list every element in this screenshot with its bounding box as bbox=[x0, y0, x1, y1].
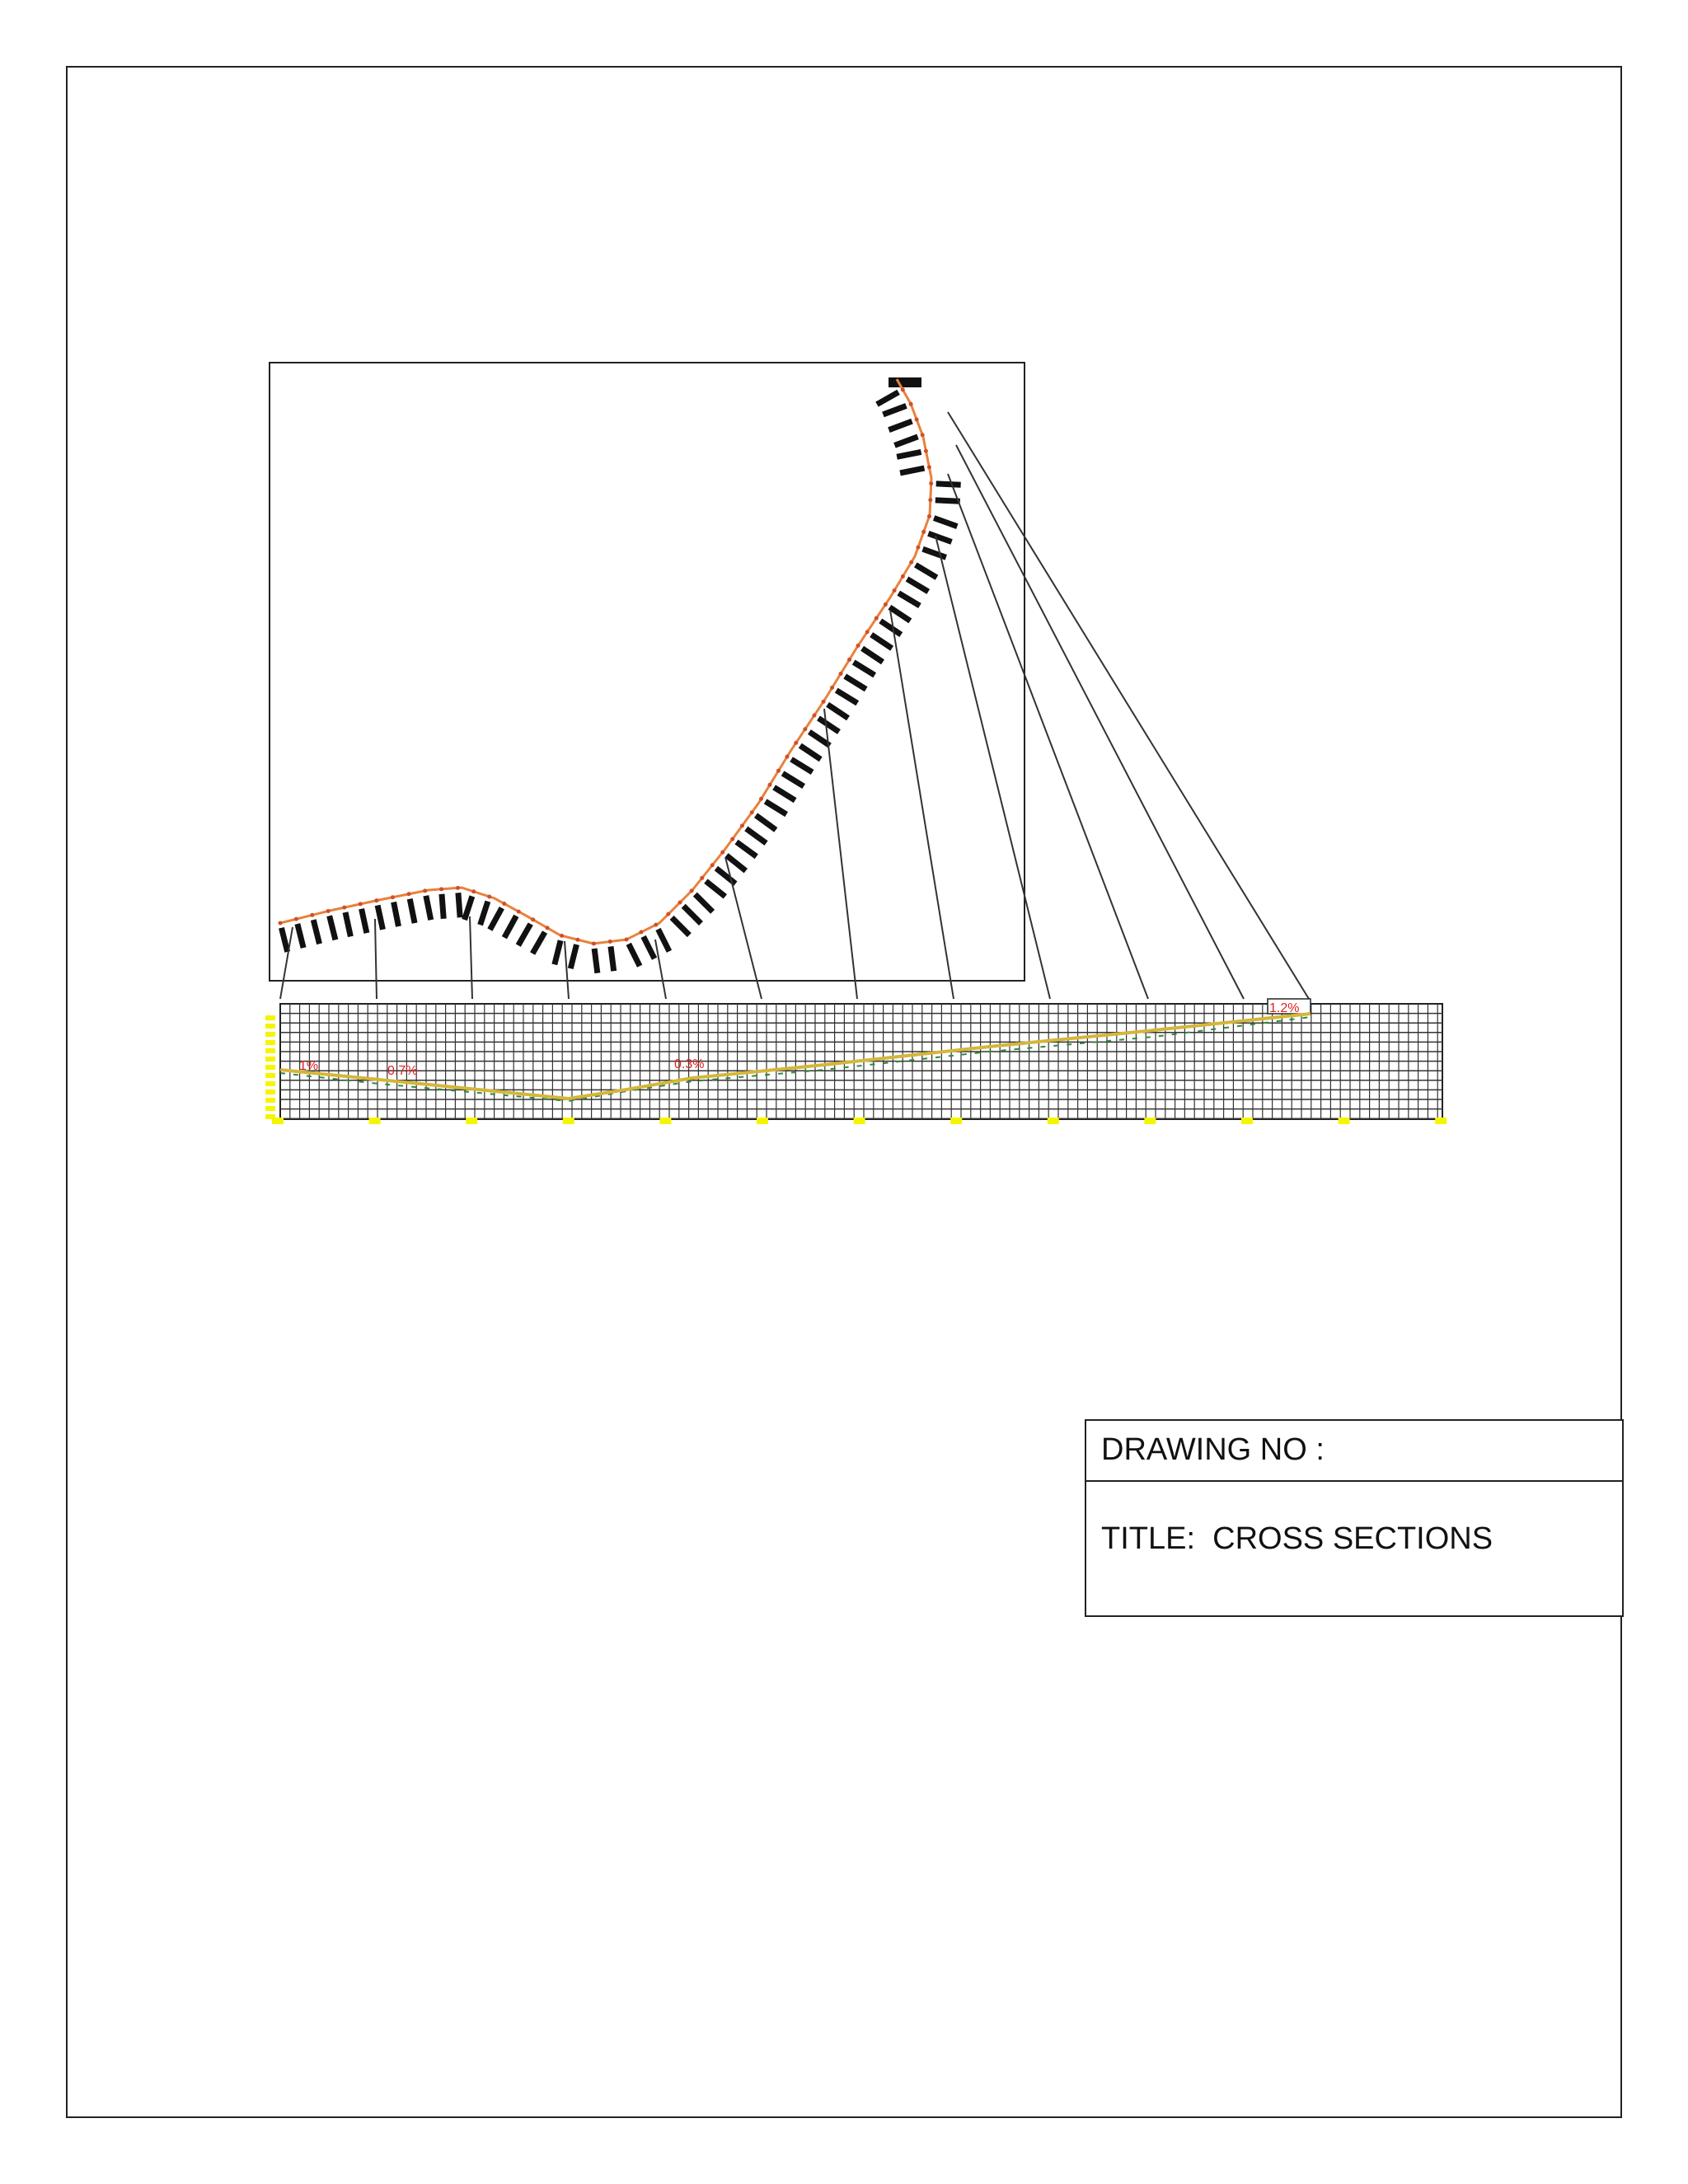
section-tick bbox=[783, 773, 804, 786]
station-dot bbox=[893, 588, 897, 593]
station-marker bbox=[369, 1118, 381, 1124]
elevation-marker bbox=[265, 1057, 275, 1062]
station-marker bbox=[466, 1118, 477, 1124]
section-tick bbox=[923, 549, 946, 557]
leader-line bbox=[655, 940, 666, 999]
section-tick bbox=[871, 635, 892, 649]
station-dot bbox=[487, 894, 491, 898]
station-dot bbox=[759, 797, 763, 801]
section-tick bbox=[766, 801, 787, 814]
station-marker bbox=[1144, 1118, 1156, 1124]
station-dot bbox=[928, 498, 932, 502]
station-dot bbox=[865, 630, 870, 634]
station-dot bbox=[901, 574, 905, 579]
section-leader-lines bbox=[280, 412, 1309, 999]
station-dot bbox=[374, 898, 378, 902]
section-tick bbox=[442, 894, 443, 919]
station-marker bbox=[563, 1118, 574, 1124]
section-tick bbox=[862, 649, 883, 663]
section-tick bbox=[345, 912, 350, 936]
section-tick bbox=[889, 421, 912, 430]
slope-label: 0.3% bbox=[674, 1057, 705, 1071]
station-dot bbox=[326, 909, 331, 913]
section-tick bbox=[298, 924, 303, 948]
station-dot bbox=[830, 686, 834, 690]
station-dot bbox=[776, 769, 781, 773]
station-dot bbox=[608, 940, 612, 944]
section-tick bbox=[726, 855, 745, 871]
leader-line bbox=[935, 536, 1050, 999]
station-dot bbox=[884, 602, 888, 607]
section-tick bbox=[659, 929, 669, 951]
section-tick bbox=[854, 662, 875, 675]
section-tick bbox=[281, 928, 287, 952]
section-tick bbox=[837, 691, 858, 704]
station-dot bbox=[921, 433, 925, 437]
station-dot bbox=[794, 741, 798, 745]
section-tick bbox=[532, 932, 545, 954]
station-dot bbox=[391, 895, 395, 899]
section-tick bbox=[672, 917, 689, 935]
section-tick bbox=[791, 759, 813, 772]
section-tick bbox=[570, 944, 576, 968]
section-tick bbox=[845, 677, 866, 690]
station-dot bbox=[279, 921, 283, 926]
title-block bbox=[1085, 1419, 1624, 1617]
station-dot bbox=[359, 902, 363, 906]
station-dot bbox=[916, 546, 920, 550]
leader-line bbox=[956, 445, 1244, 999]
station-dot bbox=[927, 465, 931, 469]
station-dot bbox=[678, 901, 682, 905]
station-dot bbox=[639, 930, 643, 935]
section-tick bbox=[889, 607, 910, 621]
section-tick bbox=[594, 949, 598, 973]
section-tick bbox=[880, 621, 901, 635]
section-tick bbox=[934, 518, 957, 527]
section-tick bbox=[818, 718, 839, 732]
leader-line bbox=[948, 412, 1309, 999]
leader-line bbox=[890, 610, 954, 999]
station-dot bbox=[654, 923, 658, 927]
leader-line bbox=[565, 941, 569, 999]
station-dot bbox=[856, 644, 860, 648]
alignment-centerline bbox=[280, 379, 931, 944]
station-dot bbox=[915, 418, 919, 422]
station-dot bbox=[720, 851, 724, 855]
station-dot bbox=[740, 823, 744, 827]
station-marker bbox=[757, 1118, 768, 1124]
station-marker bbox=[1048, 1118, 1059, 1124]
station-dot bbox=[592, 941, 596, 945]
section-tick bbox=[706, 881, 724, 897]
section-tick bbox=[756, 815, 776, 830]
section-tick bbox=[737, 842, 757, 857]
section-tick bbox=[898, 593, 920, 606]
section-tick bbox=[897, 452, 921, 457]
slope-label: 1% bbox=[299, 1059, 319, 1073]
section-tick bbox=[611, 946, 614, 971]
section-tick bbox=[362, 909, 367, 933]
station-dot bbox=[921, 530, 926, 534]
station-dot bbox=[471, 889, 476, 893]
section-tick bbox=[629, 944, 640, 966]
elevation-marker bbox=[265, 1073, 275, 1078]
station-dot bbox=[456, 886, 460, 890]
section-tick bbox=[928, 533, 951, 541]
station-dot bbox=[517, 910, 521, 914]
section-tick bbox=[936, 484, 961, 485]
station-dot bbox=[690, 888, 694, 893]
station-marker bbox=[1435, 1118, 1447, 1124]
section-tick bbox=[555, 940, 560, 964]
station-dot bbox=[560, 934, 564, 938]
station-dot bbox=[847, 658, 851, 662]
section-tick bbox=[935, 500, 960, 501]
station-dot bbox=[927, 514, 931, 518]
station-dot bbox=[874, 616, 879, 621]
section-tick bbox=[900, 468, 924, 473]
section-tick bbox=[644, 936, 654, 958]
station-dot bbox=[750, 810, 754, 814]
elevation-marker bbox=[265, 1106, 275, 1111]
section-tick bbox=[377, 906, 382, 930]
station-dot bbox=[546, 926, 550, 930]
station-marker bbox=[659, 1118, 671, 1124]
station-dot bbox=[803, 727, 807, 731]
station-dot bbox=[822, 700, 826, 704]
elevation-marker bbox=[265, 1024, 275, 1029]
station-dot bbox=[901, 387, 905, 391]
station-dot bbox=[730, 837, 734, 841]
section-tick bbox=[313, 920, 319, 944]
elevation-marker bbox=[265, 1048, 275, 1053]
section-tick bbox=[800, 746, 821, 760]
elevation-marker bbox=[265, 1040, 275, 1045]
drawing-no-label: DRAWING NO : bbox=[1101, 1432, 1325, 1467]
station-dot bbox=[909, 560, 913, 565]
station-dot bbox=[575, 938, 579, 942]
section-tick bbox=[883, 405, 906, 415]
drawing-title: TITLE: CROSS SECTIONS bbox=[1101, 1521, 1493, 1556]
end-block bbox=[889, 377, 921, 387]
section-tick-marks bbox=[281, 377, 960, 973]
section-tick bbox=[458, 893, 460, 917]
section-tick bbox=[894, 437, 917, 446]
station-dot bbox=[812, 714, 816, 718]
section-tick bbox=[774, 787, 795, 800]
elevation-marker bbox=[265, 1098, 275, 1103]
section-tick bbox=[518, 924, 531, 945]
slope-label: 0.7% bbox=[387, 1064, 418, 1078]
section-tick bbox=[828, 705, 848, 719]
station-dot bbox=[768, 783, 772, 787]
section-tick bbox=[410, 899, 415, 923]
station-dot bbox=[929, 481, 933, 485]
leader-line bbox=[470, 916, 472, 999]
leader-line bbox=[824, 709, 857, 999]
section-tick bbox=[716, 868, 735, 883]
leader-line bbox=[375, 919, 377, 999]
station-marker bbox=[854, 1118, 865, 1124]
section-tick bbox=[490, 908, 501, 930]
station-dot bbox=[531, 917, 535, 921]
leader-line bbox=[948, 474, 1148, 999]
section-tick bbox=[907, 579, 929, 591]
station-marker bbox=[1339, 1118, 1350, 1124]
station-dot bbox=[294, 917, 298, 921]
station-dot bbox=[785, 755, 789, 759]
station-dot bbox=[666, 912, 670, 916]
station-dot bbox=[625, 937, 629, 941]
elevation-marker bbox=[265, 1081, 275, 1086]
station-dot bbox=[423, 888, 427, 893]
section-tick bbox=[426, 896, 431, 920]
elevation-markers bbox=[265, 1015, 275, 1119]
station-dot bbox=[700, 876, 704, 880]
elevation-marker bbox=[265, 1114, 275, 1119]
section-tick bbox=[695, 894, 712, 912]
section-tick bbox=[465, 896, 472, 920]
elevation-marker bbox=[265, 1032, 275, 1037]
elevation-marker bbox=[265, 1090, 275, 1094]
station-dot bbox=[342, 906, 346, 910]
section-tick bbox=[504, 916, 516, 937]
leader-line bbox=[725, 857, 762, 999]
station-marker bbox=[950, 1118, 962, 1124]
station-dot bbox=[502, 902, 506, 906]
section-tick bbox=[916, 565, 937, 577]
station-marker bbox=[1241, 1118, 1253, 1124]
elevation-marker bbox=[265, 1015, 275, 1020]
section-tick bbox=[746, 828, 766, 843]
station-dot bbox=[924, 449, 928, 453]
station-dot bbox=[909, 402, 913, 406]
station-dot bbox=[439, 887, 443, 891]
station-dot bbox=[839, 672, 843, 676]
section-tick bbox=[481, 902, 488, 926]
elevation-marker bbox=[265, 1065, 275, 1070]
slope-label: 1.2% bbox=[1269, 1001, 1300, 1015]
section-tick bbox=[330, 916, 335, 940]
station-dot bbox=[407, 892, 411, 896]
drawing-no-row bbox=[1086, 1421, 1622, 1482]
section-tick bbox=[394, 902, 399, 926]
alignment-stations bbox=[279, 387, 934, 945]
section-tick bbox=[877, 392, 898, 405]
station-dot bbox=[310, 913, 314, 917]
station-dot bbox=[710, 863, 715, 867]
section-tick bbox=[683, 906, 701, 923]
